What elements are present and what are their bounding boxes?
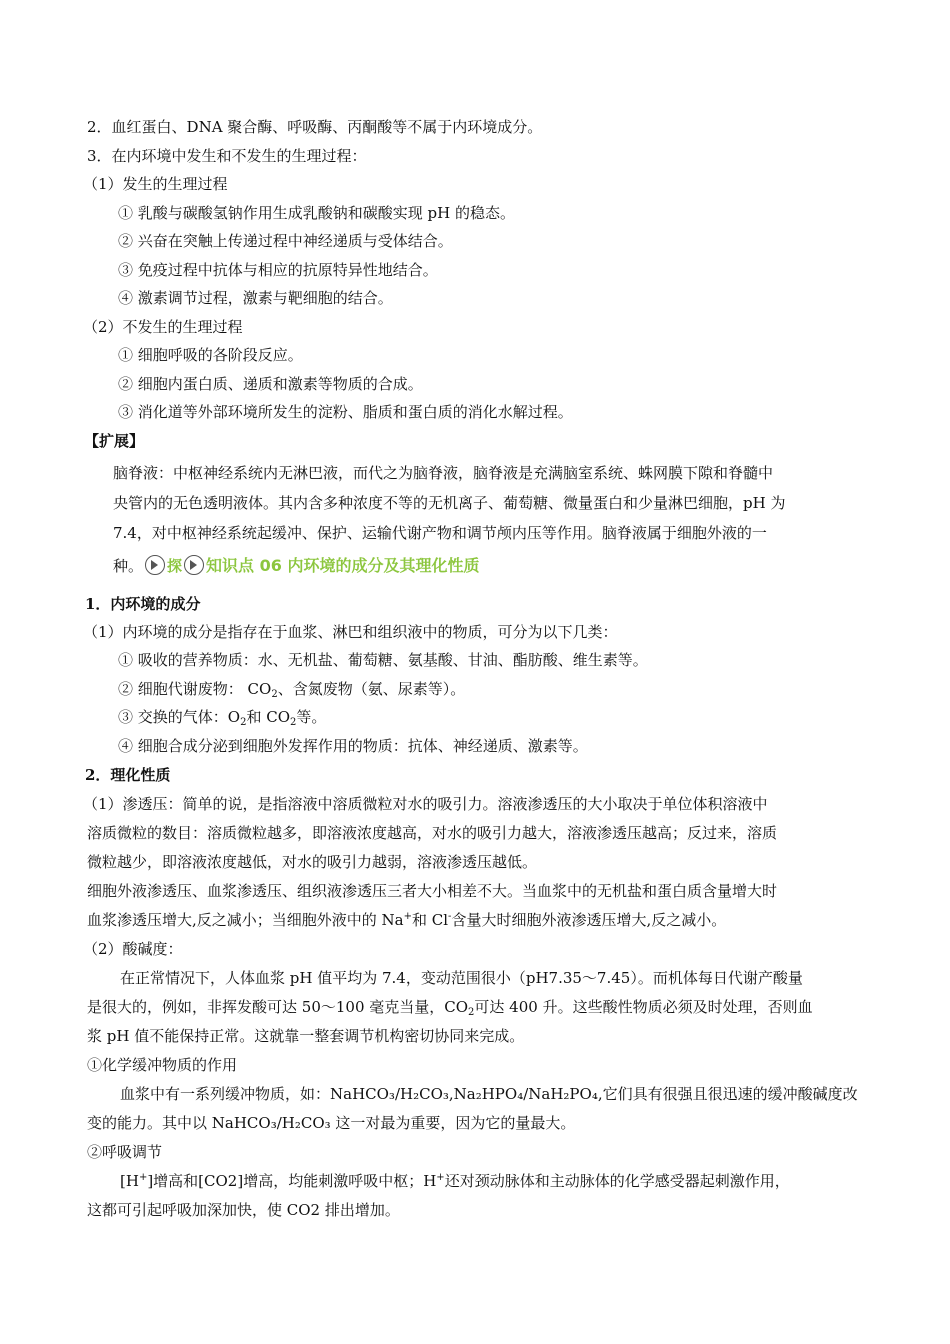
occur-item: ④ 激素调节过程，激素与靶细胞的结合。	[118, 289, 393, 307]
resp-title: ②呼吸调节	[87, 1143, 163, 1161]
subscript: 2	[468, 1007, 475, 1018]
superscript: +	[138, 1172, 148, 1183]
item-3: 3．在内环境中发生和不发生的生理过程：	[87, 147, 367, 165]
ph-text: 可达 400 升。这些酸性物质必须及时处理，否则血	[474, 998, 813, 1016]
sec1-item-text: 等。	[296, 708, 327, 726]
sec1-item: ① 吸收的营养物质：水、无机盐、葡萄糖、氨基酸、甘油、酯肪酸、维生素等。	[118, 651, 648, 669]
expand-title: 【扩展】	[84, 432, 145, 450]
nonoccur-item: ① 细胞呼吸的各阶段反应。	[118, 346, 303, 364]
sec2-title: 2．理化性质	[85, 766, 171, 784]
expand-line: 央管内的无色透明液体。其内含多种浓度不等的无机离子、葡萄糖、微量蛋白和少量淋巴细胞，pH 为	[113, 494, 786, 512]
nonoccur-title: （2）不发生的生理过程	[83, 318, 243, 336]
tan-label: 探	[167, 557, 183, 575]
sec1-item	[118, 707, 326, 727]
osm-line	[87, 910, 726, 930]
resp-text: ]增高和[CO2]增高，均能刺激呼吸中枢；H	[147, 1172, 437, 1190]
subscript: 2	[290, 717, 297, 728]
superscript: -	[448, 911, 452, 922]
expand-last-prefix: 种。	[113, 557, 144, 575]
osm-text: 和 Cl	[412, 911, 449, 929]
sec1-item-text: ② 细胞代谢废物： CO	[118, 680, 272, 698]
superscript: +	[403, 911, 412, 922]
item-2: 2．血红蛋白、DNA 聚合酶、呼吸酶、丙酮酸等不属于内环境成分。	[87, 118, 543, 136]
sec1-intro: （1）内环境的成分是指存在于血浆、淋巴和组织液中的物质，可分为以下几类：	[83, 623, 618, 641]
sec1-item-text: 、含氮废物（氨、尿素等）。	[277, 680, 466, 698]
expand-line: 脑脊液：中枢神经系统内无淋巴液，而代之为脑脊液，脑脊液是充满脑室系统、蛛网膜下隙和脊髓中	[113, 464, 774, 482]
osm-text: 含量大时细胞外液渗透压增大,反之减小。	[451, 911, 727, 929]
arrow-circle-icon	[145, 555, 165, 575]
ph-line: 在正常情况下，人体血浆 pH 值平均为 7.4，变动范围很小（pH7.35～7.45）。而机体每日代谢产酸量	[120, 969, 803, 987]
subscript: 2	[271, 689, 278, 700]
sec1-item-text: ③ 交换的气体：O	[118, 708, 241, 726]
section-heading: 知识点 06 内环境的成分及其理化性质	[206, 556, 480, 575]
sec1-item: ④ 细胞合成分泌到细胞外发挥作用的物质：抗体、神经递质、激素等。	[118, 737, 588, 755]
osm-line: 微粒越少，即溶液浓度越低，对水的吸引力越弱，溶液渗透压越低。	[87, 853, 538, 871]
osm-line: （1）渗透压：简单的说，是指溶液中溶质微粒对水的吸引力。溶液渗透压的大小取决于单位体积溶液中	[83, 795, 768, 813]
ph-text: 是很大的，例如，非挥发酸可达 50～100 毫克当量，CO	[87, 998, 469, 1016]
occur-item: ① 乳酸与碳酸氢钠作用生成乳酸钠和碳酸实现 pH 的稳态。	[118, 204, 515, 222]
expand-line: 7.4，对中枢神经系统起缓冲、保护、运输代谢产物和调节颅内压等作用。脑脊液属于细胞外液的一	[113, 524, 767, 542]
osm-line: 溶质微粒的数目：溶质微粒越多，即溶液浓度越高，对水的吸引力越大，溶液渗透压越高；反过来，溶质	[87, 824, 778, 842]
osm-line: 细胞外液渗透压、血浆渗透压、组织液渗透压三者大小相差不大。当血浆中的无机盐和蛋白质含量增大时	[87, 882, 778, 900]
nonoccur-item: ② 细胞内蛋白质、递质和激素等物质的合成。	[118, 375, 423, 393]
ph-title: （2）酸碱度：	[83, 940, 183, 958]
expand-last-line	[113, 555, 479, 576]
superscript: +	[436, 1172, 445, 1183]
ph-line	[87, 997, 813, 1017]
resp-text: 还对颈动脉体和主动脉体的化学感受器起刺激作用，	[444, 1172, 790, 1190]
occur-item: ② 兴奋在突触上传递过程中神经递质与受体结合。	[118, 232, 453, 250]
buffer-line: 变的能力。其中以 NaHCO₃/H₂CO₃ 这一对最为重要，因为它的量最大。	[87, 1114, 576, 1132]
occur-title: （1）发生的生理过程	[83, 175, 228, 193]
resp-line	[120, 1171, 790, 1191]
osm-text: 血浆渗透压增大,反之减小；当细胞外液中的 Na	[87, 911, 404, 929]
occur-item: ③ 免疫过程中抗体与相应的抗原特异性地结合。	[118, 261, 438, 279]
resp-text: [H	[120, 1172, 139, 1190]
subscript: 2	[240, 717, 247, 728]
nonoccur-item: ③ 消化道等外部环境所发生的淀粉、脂质和蛋白质的消化水解过程。	[118, 403, 573, 421]
buffer-title: ①化学缓冲物质的作用	[87, 1056, 238, 1074]
ph-line: 浆 pH 值不能保持正常。这就靠一整套调节机构密切协同来完成。	[87, 1027, 525, 1045]
buffer-line: 血浆中有一系列缓冲物质，如：NaHCO₃/H₂CO₃,Na₂HPO₄/NaH₂PO₄,它们具有很强且很迅速的缓冲酸碱度改	[120, 1085, 858, 1103]
resp-line: 这都可引起呼吸加深加快，使 CO2 排出增加。	[87, 1201, 400, 1219]
sec1-item-text: 和 CO	[246, 708, 290, 726]
sec1-item	[118, 679, 465, 699]
arrow-circle-icon	[184, 555, 204, 575]
sec1-title: 1．内环境的成分	[85, 595, 201, 613]
